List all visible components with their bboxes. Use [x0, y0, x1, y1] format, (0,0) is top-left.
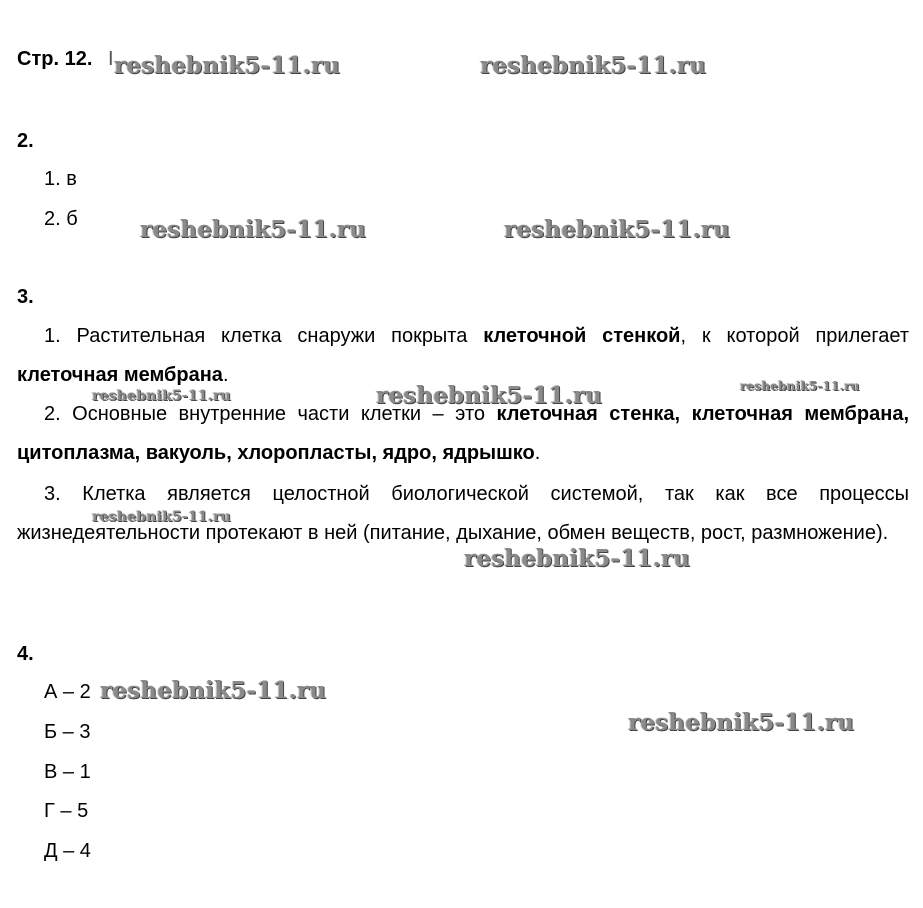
watermark: reshebnik5-11.ru	[100, 677, 327, 704]
section-4-item: Г – 5	[44, 800, 89, 822]
section-4-item: А – 2	[44, 681, 91, 703]
watermark: reshebnik5-11.ru	[464, 545, 691, 572]
section-2-heading: 2.	[17, 130, 34, 152]
watermark: reshebnik5-11.ru	[376, 382, 603, 409]
watermark: reshebnik5-11.ru	[92, 388, 231, 404]
watermark: reshebnik5-11.ru	[140, 216, 367, 243]
section-4-item: Д – 4	[44, 840, 91, 862]
cut-mark: I	[108, 48, 114, 70]
watermark: reshebnik5-11.ru	[114, 52, 341, 79]
page-reference: Стр. 12.	[17, 48, 93, 70]
text-run: .	[222, 364, 229, 386]
watermark: reshebnik5-11.ru	[628, 709, 855, 736]
section-4-heading: 4.	[17, 643, 34, 665]
watermark: reshebnik5-11.ru	[504, 216, 731, 243]
section-2-item: 2. б	[44, 208, 78, 230]
section-3-heading: 3.	[17, 286, 34, 308]
section-2-item: 1. в	[44, 168, 77, 190]
section-4-item: Б – 3	[44, 721, 91, 743]
watermark: reshebnik5-11.ru	[480, 52, 707, 79]
text-run: 1. Растительная клетка снаружи покрыта	[44, 325, 484, 347]
watermark: reshebnik5-11.ru	[92, 509, 231, 525]
text-run: 3. Клетка является целостной биологической системой, так как все процессы жизнедеятельности протекают в ней (питание, дыхание, обмен веществ, рост, размножение).	[17, 483, 909, 544]
text-run: .	[534, 442, 541, 464]
watermark: reshebnik5-11.ru	[740, 379, 860, 393]
section-4-item: В – 1	[44, 761, 91, 783]
bold-term: клеточная мембрана	[17, 364, 223, 386]
text-run: 2. Основные внутренние части клетки – это	[44, 403, 497, 425]
bold-term: клеточная стенка, клеточная мембрана, цитоплазма, вакуоль, хлоропласты, ядро, ядрышко	[17, 403, 910, 464]
text-run: , к которой прилегает	[680, 325, 909, 347]
bold-term: клеточной стенкой	[483, 325, 681, 347]
